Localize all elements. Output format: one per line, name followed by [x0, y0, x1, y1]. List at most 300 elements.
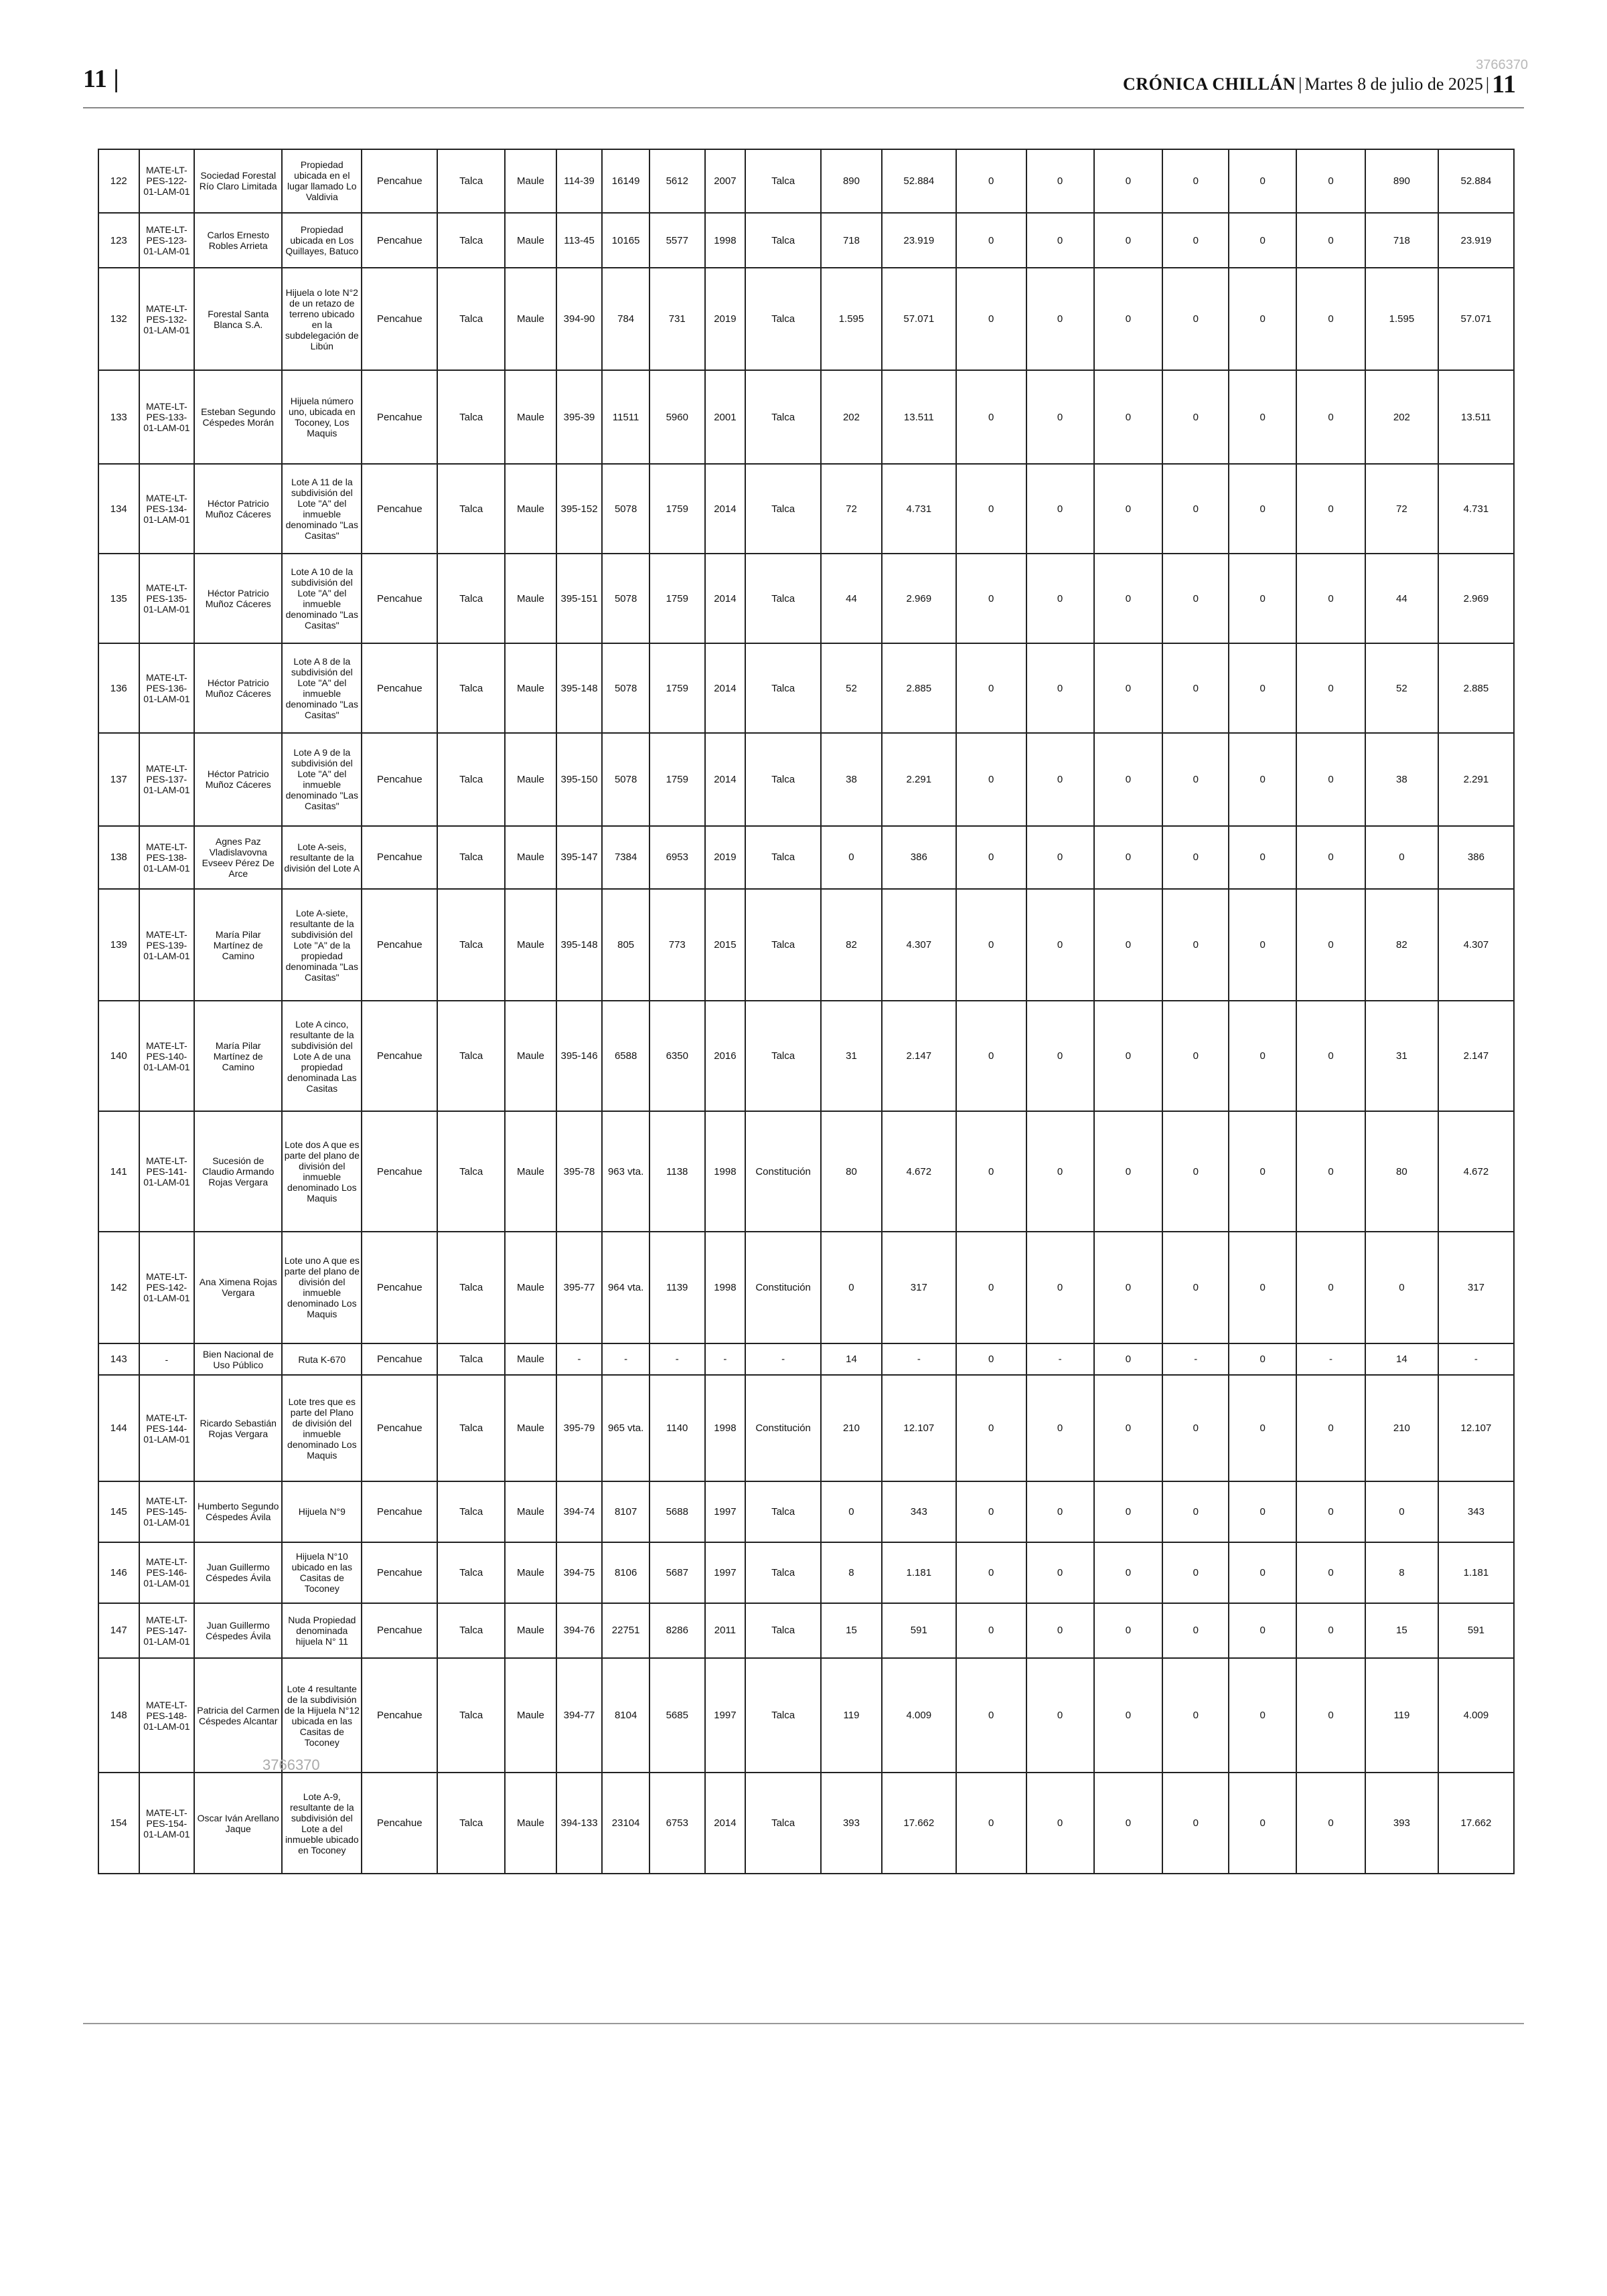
cell-num: 1138 [649, 1111, 705, 1231]
cell-cbr: - [745, 1343, 821, 1375]
cell-c2: 0 [1026, 1001, 1094, 1111]
cell-owner: Juan Guillermo Céspedes Ávila [194, 1603, 282, 1658]
cell-rol: 395-79 [556, 1375, 603, 1481]
cell-prov: Talca [437, 554, 505, 643]
cell-t1: 0 [1365, 1232, 1438, 1343]
cell-c2: 0 [1026, 554, 1094, 643]
footer-rule [83, 2023, 1524, 2024]
table-row [98, 268, 1514, 370]
cell-owner: María Pilar Martínez de Camino [194, 889, 282, 1001]
table-row [98, 213, 1514, 268]
cell-c2: 0 [1026, 1481, 1094, 1542]
cell-desc: Lote A-seis, resultante de la división del Lote A [282, 826, 362, 890]
cell-owner: Carlos Ernesto Robles Arrieta [194, 213, 282, 268]
cell-c6: 0 [1296, 1001, 1365, 1111]
cell-t1: 890 [1365, 149, 1438, 213]
cell-a1: 52 [821, 643, 882, 733]
cell-fojas: 5078 [602, 643, 649, 733]
cell-c3: 0 [1094, 213, 1163, 268]
cell-n: 123 [98, 213, 139, 268]
table-row [98, 554, 1514, 643]
cell-code: MATE-LT-PES-144-01-LAM-01 [139, 1375, 195, 1481]
cell-prov: Talca [437, 1658, 505, 1773]
cell-c2: 0 [1026, 1603, 1094, 1658]
cell-cbr: Talca [745, 733, 821, 825]
cell-n: 148 [98, 1658, 139, 1773]
cell-a1: 393 [821, 1773, 882, 1874]
cell-a1: 80 [821, 1111, 882, 1231]
cell-comuna: Pencahue [362, 1375, 437, 1481]
cell-year: 1997 [705, 1542, 746, 1603]
cell-code: MATE-LT-PES-147-01-LAM-01 [139, 1603, 195, 1658]
cell-a1: 0 [821, 1481, 882, 1542]
cell-t1: 44 [1365, 554, 1438, 643]
cell-desc: Lote tres que es parte del Plano de división del inmueble denominado Los Maquis [282, 1375, 362, 1481]
cell-t1: 8 [1365, 1542, 1438, 1603]
cell-c3: 0 [1094, 826, 1163, 890]
cell-cbr: Constitución [745, 1375, 821, 1481]
cell-prov: Talca [437, 1343, 505, 1375]
cell-reg: Maule [505, 1001, 556, 1111]
expropriation-table [98, 149, 1515, 1874]
cell-n: 135 [98, 554, 139, 643]
cell-c2: - [1026, 1343, 1094, 1375]
cell-c5: 0 [1229, 1001, 1296, 1111]
cell-a1: 0 [821, 826, 882, 890]
cell-a2: 317 [882, 1232, 956, 1343]
watermark-top: 3766370 [1476, 58, 1528, 72]
cell-c2: 0 [1026, 1111, 1094, 1231]
cell-c1: 0 [956, 268, 1026, 370]
cell-reg: Maule [505, 1481, 556, 1542]
cell-a1: 210 [821, 1375, 882, 1481]
page-number-right: 11 [1492, 70, 1516, 98]
cell-reg: Maule [505, 268, 556, 370]
cell-fojas: 11511 [602, 370, 649, 464]
cell-c1: 0 [956, 1603, 1026, 1658]
cell-year: 1998 [705, 1111, 746, 1231]
cell-c6: 0 [1296, 1542, 1365, 1603]
cell-c3: 0 [1094, 1375, 1163, 1481]
cell-a1: 202 [821, 370, 882, 464]
cell-num: - [649, 1343, 705, 1375]
table-row [98, 1375, 1514, 1481]
cell-c4: 0 [1162, 464, 1229, 554]
cell-t1: 31 [1365, 1001, 1438, 1111]
cell-rol: 395-152 [556, 464, 603, 554]
cell-code: MATE-LT-PES-136-01-LAM-01 [139, 643, 195, 733]
cell-fojas: 22751 [602, 1603, 649, 1658]
page-number-left: 11 | [83, 65, 119, 93]
cell-c3: 0 [1094, 1343, 1163, 1375]
cell-c1: 0 [956, 464, 1026, 554]
cell-n: 142 [98, 1232, 139, 1343]
cell-c1: 0 [956, 643, 1026, 733]
cell-prov: Talca [437, 1603, 505, 1658]
cell-a1: 72 [821, 464, 882, 554]
cell-a1: 0 [821, 1232, 882, 1343]
cell-c4: 0 [1162, 1603, 1229, 1658]
cell-year: - [705, 1343, 746, 1375]
cell-fojas: 8107 [602, 1481, 649, 1542]
cell-c2: 0 [1026, 213, 1094, 268]
cell-desc: Ruta K-670 [282, 1343, 362, 1375]
cell-num: 731 [649, 268, 705, 370]
cell-cbr: Talca [745, 1481, 821, 1542]
cell-c4: 0 [1162, 1773, 1229, 1874]
cell-c3: 0 [1094, 1111, 1163, 1231]
cell-a2: 52.884 [882, 149, 956, 213]
cell-a2: 4.307 [882, 889, 956, 1001]
cell-n: 132 [98, 268, 139, 370]
cell-rol: 395-77 [556, 1232, 603, 1343]
cell-c6: 0 [1296, 1375, 1365, 1481]
cell-t1: 52 [1365, 643, 1438, 733]
cell-c4: 0 [1162, 733, 1229, 825]
cell-code: MATE-LT-PES-135-01-LAM-01 [139, 554, 195, 643]
cell-c4: 0 [1162, 643, 1229, 733]
cell-owner: Héctor Patricio Muñoz Cáceres [194, 733, 282, 825]
cell-c1: 0 [956, 1773, 1026, 1874]
cell-reg: Maule [505, 213, 556, 268]
cell-year: 2007 [705, 149, 746, 213]
table-row [98, 1658, 1514, 1773]
cell-code: MATE-LT-PES-134-01-LAM-01 [139, 464, 195, 554]
cell-c2: 0 [1026, 826, 1094, 890]
cell-c4: 0 [1162, 268, 1229, 370]
cell-desc: Propiedad ubicada en el lugar llamado Lo Valdivia [282, 149, 362, 213]
cell-fojas: 784 [602, 268, 649, 370]
cell-num: 5612 [649, 149, 705, 213]
cell-owner: Héctor Patricio Muñoz Cáceres [194, 464, 282, 554]
cell-a2: 2.291 [882, 733, 956, 825]
cell-fojas: 7384 [602, 826, 649, 890]
cell-c1: 0 [956, 733, 1026, 825]
cell-rol: 395-147 [556, 826, 603, 890]
cell-desc: Lote A 8 de la subdivisión del Lote "A" del inmueble denominado "Las Casitas" [282, 643, 362, 733]
cell-n: 139 [98, 889, 139, 1001]
cell-c4: 0 [1162, 1001, 1229, 1111]
cell-rol: 395-148 [556, 643, 603, 733]
cell-cbr: Talca [745, 1603, 821, 1658]
cell-rol: 394-74 [556, 1481, 603, 1542]
cell-c4: 0 [1162, 1542, 1229, 1603]
cell-reg: Maule [505, 1542, 556, 1603]
cell-code: MATE-LT-PES-137-01-LAM-01 [139, 733, 195, 825]
cell-fojas: 6588 [602, 1001, 649, 1111]
cell-desc: Lote A-siete, resultante de la subdivisión del Lote "A" de la propiedad denominada "Las Casitas" [282, 889, 362, 1001]
header-rule [83, 107, 1524, 108]
cell-t2: 386 [1438, 826, 1514, 890]
cell-reg: Maule [505, 889, 556, 1001]
cell-num: 1140 [649, 1375, 705, 1481]
cell-num: 5688 [649, 1481, 705, 1542]
cell-fojas: 5078 [602, 554, 649, 643]
cell-fojas: 10165 [602, 213, 649, 268]
cell-comuna: Pencahue [362, 213, 437, 268]
cell-c4: 0 [1162, 826, 1229, 890]
cell-desc: Lote A 11 de la subdivisión del Lote "A" del inmueble denominado "Las Casitas" [282, 464, 362, 554]
cell-c4: - [1162, 1343, 1229, 1375]
cell-c2: 0 [1026, 149, 1094, 213]
cell-num: 1759 [649, 554, 705, 643]
cell-a1: 14 [821, 1343, 882, 1375]
cell-c5: 0 [1229, 1232, 1296, 1343]
cell-a2: - [882, 1343, 956, 1375]
cell-num: 1139 [649, 1232, 705, 1343]
cell-desc: Hijuela número uno, ubicada en Toconey, Los Maquis [282, 370, 362, 464]
cell-c2: 0 [1026, 733, 1094, 825]
table-row [98, 1232, 1514, 1343]
cell-comuna: Pencahue [362, 1542, 437, 1603]
cell-rol: 395-146 [556, 1001, 603, 1111]
cell-a2: 2.147 [882, 1001, 956, 1111]
cell-rol: 395-151 [556, 554, 603, 643]
cell-n: 147 [98, 1603, 139, 1658]
cell-c6: 0 [1296, 1232, 1365, 1343]
cell-year: 1998 [705, 1375, 746, 1481]
cell-t1: 80 [1365, 1111, 1438, 1231]
cell-desc: Nuda Propiedad denominada hijuela N° 11 [282, 1603, 362, 1658]
cell-t1: 210 [1365, 1375, 1438, 1481]
cell-c3: 0 [1094, 268, 1163, 370]
cell-prov: Talca [437, 1001, 505, 1111]
cell-c3: 0 [1094, 1658, 1163, 1773]
cell-c5: 0 [1229, 554, 1296, 643]
cell-c3: 0 [1094, 149, 1163, 213]
cell-num: 6753 [649, 1773, 705, 1874]
cell-cbr: Constitución [745, 1232, 821, 1343]
cell-fojas: 23104 [602, 1773, 649, 1874]
cell-c1: 0 [956, 1111, 1026, 1231]
cell-cbr: Talca [745, 889, 821, 1001]
cell-c3: 0 [1094, 1542, 1163, 1603]
cell-year: 2014 [705, 464, 746, 554]
cell-a2: 12.107 [882, 1375, 956, 1481]
cell-c4: 0 [1162, 370, 1229, 464]
cell-c6: 0 [1296, 268, 1365, 370]
cell-num: 5687 [649, 1542, 705, 1603]
table-row [98, 1343, 1514, 1375]
cell-year: 2014 [705, 1773, 746, 1874]
cell-owner: Sociedad Forestal Río Claro Limitada [194, 149, 282, 213]
cell-c5: 0 [1229, 1603, 1296, 1658]
cell-year: 2015 [705, 889, 746, 1001]
cell-reg: Maule [505, 1111, 556, 1231]
cell-a2: 13.511 [882, 370, 956, 464]
cell-c3: 0 [1094, 733, 1163, 825]
cell-a2: 2.969 [882, 554, 956, 643]
cell-c3: 0 [1094, 370, 1163, 464]
cell-c6: - [1296, 1343, 1365, 1375]
cell-n: 154 [98, 1773, 139, 1874]
cell-c3: 0 [1094, 1232, 1163, 1343]
cell-year: 2014 [705, 643, 746, 733]
cell-a2: 591 [882, 1603, 956, 1658]
cell-prov: Talca [437, 268, 505, 370]
cell-year: 2014 [705, 733, 746, 825]
cell-reg: Maule [505, 733, 556, 825]
cell-c1: 0 [956, 1481, 1026, 1542]
cell-c2: 0 [1026, 464, 1094, 554]
cell-code: MATE-LT-PES-148-01-LAM-01 [139, 1658, 195, 1773]
cell-fojas: 965 vta. [602, 1375, 649, 1481]
cell-c4: 0 [1162, 213, 1229, 268]
table-row [98, 1773, 1514, 1874]
cell-comuna: Pencahue [362, 149, 437, 213]
cell-year: 1997 [705, 1658, 746, 1773]
cell-year: 2001 [705, 370, 746, 464]
cell-year: 2011 [705, 1603, 746, 1658]
cell-fojas: 16149 [602, 149, 649, 213]
cell-c4: 0 [1162, 554, 1229, 643]
cell-owner: Sucesión de Claudio Armando Rojas Vergara [194, 1111, 282, 1231]
cell-rol: 394-77 [556, 1658, 603, 1773]
cell-t2: 2.147 [1438, 1001, 1514, 1111]
cell-c1: 0 [956, 889, 1026, 1001]
cell-cbr: Talca [745, 464, 821, 554]
cell-owner: Héctor Patricio Muñoz Cáceres [194, 643, 282, 733]
cell-year: 1997 [705, 1481, 746, 1542]
table-row [98, 1603, 1514, 1658]
cell-rol: 394-90 [556, 268, 603, 370]
cell-num: 5577 [649, 213, 705, 268]
cell-prov: Talca [437, 149, 505, 213]
cell-t1: 718 [1365, 213, 1438, 268]
cell-code: MATE-LT-PES-146-01-LAM-01 [139, 1542, 195, 1603]
cell-a1: 1.595 [821, 268, 882, 370]
cell-cbr: Talca [745, 213, 821, 268]
cell-t2: 591 [1438, 1603, 1514, 1658]
cell-cbr: Constitución [745, 1111, 821, 1231]
cell-desc: Lote uno A que es parte del plano de división del inmueble denominado Los Maquis [282, 1232, 362, 1343]
cell-c5: 0 [1229, 268, 1296, 370]
cell-c4: 0 [1162, 1375, 1229, 1481]
cell-c2: 0 [1026, 1542, 1094, 1603]
cell-code: MATE-LT-PES-140-01-LAM-01 [139, 1001, 195, 1111]
cell-c3: 0 [1094, 1481, 1163, 1542]
cell-n: 133 [98, 370, 139, 464]
cell-year: 2019 [705, 826, 746, 890]
cell-t2: 4.009 [1438, 1658, 1514, 1773]
cell-c3: 0 [1094, 1603, 1163, 1658]
cell-n: 141 [98, 1111, 139, 1231]
cell-cbr: Talca [745, 826, 821, 890]
cell-year: 1998 [705, 1232, 746, 1343]
cell-code: MATE-LT-PES-122-01-LAM-01 [139, 149, 195, 213]
cell-comuna: Pencahue [362, 1658, 437, 1773]
cell-a2: 386 [882, 826, 956, 890]
cell-cbr: Talca [745, 1658, 821, 1773]
cell-code: MATE-LT-PES-132-01-LAM-01 [139, 268, 195, 370]
cell-c2: 0 [1026, 1375, 1094, 1481]
cell-num: 8286 [649, 1603, 705, 1658]
cell-prov: Talca [437, 1232, 505, 1343]
cell-owner: Juan Guillermo Céspedes Ávila [194, 1542, 282, 1603]
cell-desc: Propiedad ubicada en Los Quillayes, Batuco [282, 213, 362, 268]
cell-c1: 0 [956, 554, 1026, 643]
cell-rol: 394-133 [556, 1773, 603, 1874]
cell-fojas: 5078 [602, 733, 649, 825]
cell-comuna: Pencahue [362, 464, 437, 554]
cell-t1: 72 [1365, 464, 1438, 554]
cell-a1: 119 [821, 1658, 882, 1773]
table-row [98, 643, 1514, 733]
cell-c2: 0 [1026, 1232, 1094, 1343]
cell-owner: Agnes Paz Vladislavovna Evseev Pérez De Arce [194, 826, 282, 890]
cell-desc: Lote 4 resultante de la subdivisión de la Hijuela N°12 ubicada en las Casitas de Toconey [282, 1658, 362, 1773]
cell-owner: Héctor Patricio Muñoz Cáceres [194, 554, 282, 643]
cell-t2: 13.511 [1438, 370, 1514, 464]
cell-cbr: Talca [745, 370, 821, 464]
table-row [98, 1481, 1514, 1542]
cell-a2: 57.071 [882, 268, 956, 370]
cell-c1: 0 [956, 149, 1026, 213]
cell-cbr: Talca [745, 643, 821, 733]
cell-comuna: Pencahue [362, 826, 437, 890]
cell-c1: 0 [956, 1375, 1026, 1481]
cell-c6: 0 [1296, 826, 1365, 890]
cell-num: 6953 [649, 826, 705, 890]
cell-owner: Ana Ximena Rojas Vergara [194, 1232, 282, 1343]
cell-c5: 0 [1229, 1111, 1296, 1231]
cell-reg: Maule [505, 1603, 556, 1658]
cell-code: MATE-LT-PES-145-01-LAM-01 [139, 1481, 195, 1542]
table-row [98, 1542, 1514, 1603]
cell-prov: Talca [437, 643, 505, 733]
cell-rol: 113-45 [556, 213, 603, 268]
cell-reg: Maule [505, 826, 556, 890]
cell-t2: 343 [1438, 1481, 1514, 1542]
cell-c5: 0 [1229, 733, 1296, 825]
cell-desc: Lote A 9 de la subdivisión del Lote "A" del inmueble denominado "Las Casitas" [282, 733, 362, 825]
cell-c3: 0 [1094, 643, 1163, 733]
cell-c6: 0 [1296, 1111, 1365, 1231]
newspaper-brand: CRÓNICA CHILLÁN [1123, 74, 1296, 94]
cell-c2: 0 [1026, 1773, 1094, 1874]
cell-t2: 52.884 [1438, 149, 1514, 213]
cell-a1: 890 [821, 149, 882, 213]
cell-c4: 0 [1162, 149, 1229, 213]
cell-comuna: Pencahue [362, 1111, 437, 1231]
cell-prov: Talca [437, 1542, 505, 1603]
cell-c1: 0 [956, 1001, 1026, 1111]
cell-reg: Maule [505, 464, 556, 554]
cell-t1: 119 [1365, 1658, 1438, 1773]
cell-c5: 0 [1229, 1658, 1296, 1773]
cell-c5: 0 [1229, 1773, 1296, 1874]
cell-reg: Maule [505, 1658, 556, 1773]
cell-n: 143 [98, 1343, 139, 1375]
cell-t2: 2.885 [1438, 643, 1514, 733]
cell-code: MATE-LT-PES-141-01-LAM-01 [139, 1111, 195, 1231]
cell-fojas: 8104 [602, 1658, 649, 1773]
cell-fojas: 805 [602, 889, 649, 1001]
cell-rol: 395-39 [556, 370, 603, 464]
cell-c1: 0 [956, 370, 1026, 464]
table-row [98, 149, 1514, 213]
watermark-middle: 3766370 [262, 1756, 320, 1773]
cell-code: - [139, 1343, 195, 1375]
cell-comuna: Pencahue [362, 554, 437, 643]
cell-t2: 1.181 [1438, 1542, 1514, 1603]
cell-owner: Patricia del Carmen Céspedes Alcantar [194, 1658, 282, 1773]
cell-owner: Forestal Santa Blanca S.A. [194, 268, 282, 370]
cell-num: 1759 [649, 464, 705, 554]
cell-reg: Maule [505, 149, 556, 213]
cell-t2: 4.731 [1438, 464, 1514, 554]
cell-c6: 0 [1296, 554, 1365, 643]
